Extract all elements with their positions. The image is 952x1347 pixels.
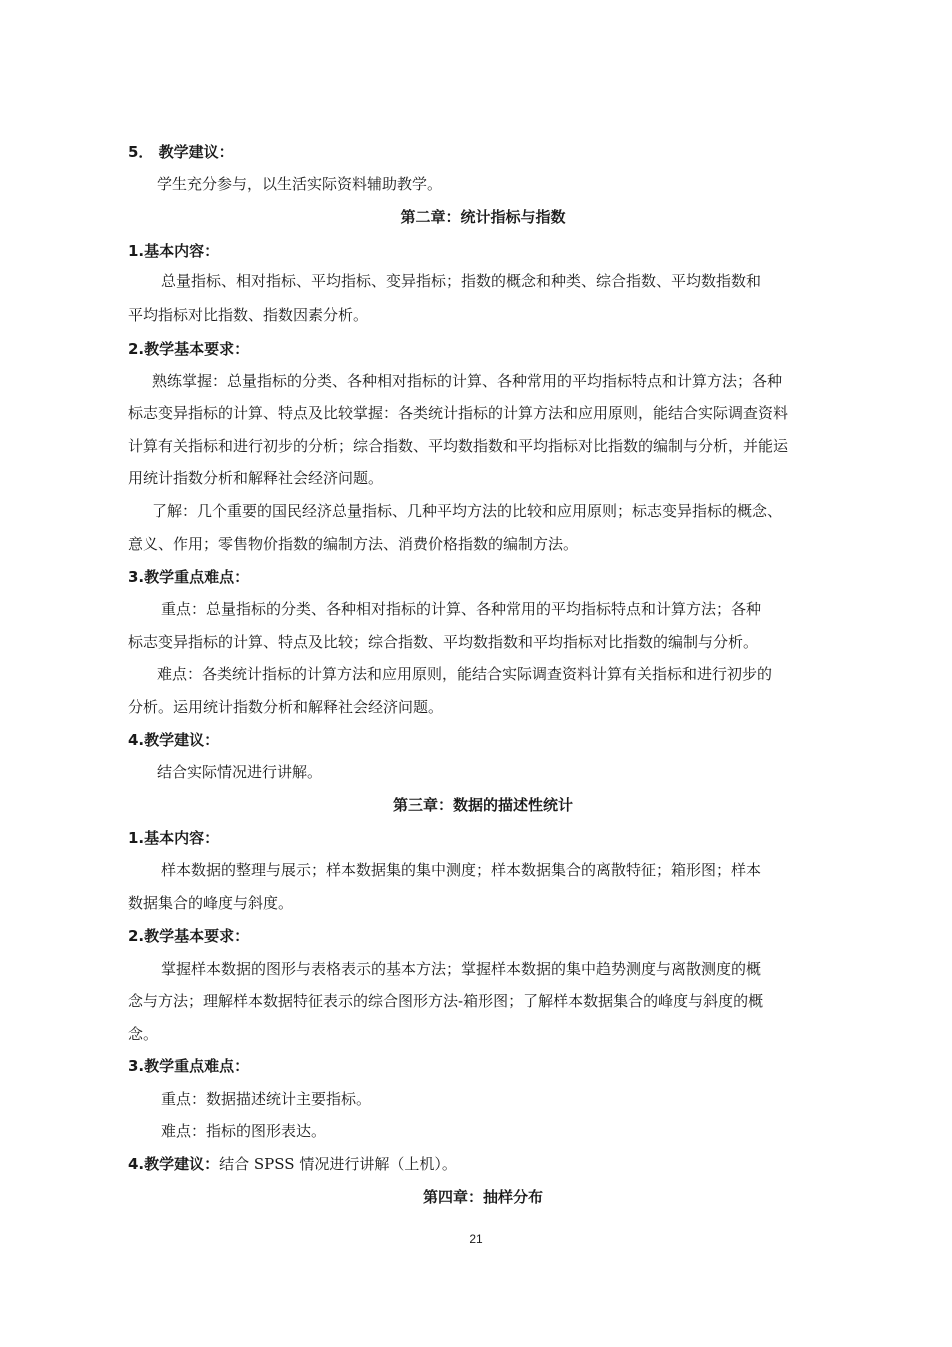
chapter-title: 第三章：数据的描述性统计 — [392, 796, 573, 814]
paragraph-line: 念。 — [128, 1025, 159, 1043]
page-number: 21 — [469, 1232, 483, 1246]
paragraph: 结合实际情况进行讲解。 — [157, 763, 323, 781]
section-heading-label: 4.教学建议： — [128, 1155, 220, 1173]
section-heading-text: 结合 SPSS 情况进行讲解（上机）。 — [219, 1155, 457, 1173]
paragraph-line: 意义、作用；零售物价指数的编制方法、消费价格指数的编制方法。 — [128, 535, 579, 553]
section-heading — [128, 1149, 868, 1179]
paragraph-line: 掌握样本数据的图形与表格表示的基本方法；掌握样本数据的集中趋势测度与离散测度的概 — [161, 960, 762, 978]
section-heading: 2.教学基本要求： — [128, 340, 250, 358]
section-heading: 5． 教学建议： — [128, 143, 234, 161]
paragraph-line: 总量指标、相对指标、平均指标、变异指标；指数的概念和种类、综合指数、平均数指数和 — [161, 272, 762, 290]
paragraph-line: 熟练掌握：总量指标的分类、各种相对指标的计算、各种常用的平均指标特点和计算方法；各种 — [152, 372, 783, 390]
paragraph-line: 难点：各类统计指标的计算方法和应用原则，能结合实际调查资料计算有关指标和进行初步的 — [157, 665, 773, 683]
paragraph-line: 数据集合的峰度与斜度。 — [128, 894, 294, 912]
section-heading: 2.教学基本要求： — [128, 927, 250, 945]
section-heading: 3.教学重点难点： — [128, 1057, 250, 1075]
paragraph: 难点：指标的图形表达。 — [161, 1122, 327, 1140]
section-heading: 3.教学重点难点： — [128, 568, 250, 586]
paragraph-line: 标志变异指标的计算、特点及比较掌握：各类统计指标的计算方法和应用原则，能结合实际调查资料 — [128, 404, 789, 422]
paragraph-line: 计算有关指标和进行初步的分析；综合指数、平均数指数和平均指标对比指数的编制与分析，并能运 — [128, 437, 789, 455]
section-heading: 4.教学建议： — [128, 731, 220, 749]
paragraph-line: 念与方法；理解样本数据特征表示的综合图形方法-箱形图；了解样本数据集合的峰度与斜度的概 — [128, 992, 764, 1010]
paragraph-line: 标志变异指标的计算、特点及比较；综合指数、平均数指数和平均指标对比指数的编制与分析。 — [128, 633, 759, 651]
chapter-title: 第四章：抽样分布 — [422, 1188, 543, 1206]
section-heading: 1.基本内容： — [128, 242, 220, 260]
chapter-title: 第二章：统计指标与指数 — [400, 208, 566, 226]
paragraph-line: 重点：总量指标的分类、各种相对指标的计算、各种常用的平均指标特点和计算方法；各种 — [161, 600, 762, 618]
paragraph: 学生充分参与，以生活实际资料辅助教学。 — [157, 175, 443, 193]
paragraph-line: 用统计指数分析和解释社会经济问题。 — [128, 469, 384, 487]
paragraph-line: 了解：几个重要的国民经济总量指标、几种平均方法的比较和应用原则；标志变异指标的概念、 — [152, 502, 783, 520]
paragraph: 重点：数据描述统计主要指标。 — [161, 1090, 372, 1108]
section-heading: 1.基本内容： — [128, 829, 220, 847]
paragraph-line: 样本数据的整理与展示；样本数据集的集中测度；样本数据集合的离散特征；箱形图；样本 — [161, 861, 762, 879]
paragraph-line: 平均指标对比指数、指数因素分析。 — [128, 306, 369, 324]
paragraph-line: 分析。运用统计指数分析和解释社会经济问题。 — [128, 698, 444, 716]
